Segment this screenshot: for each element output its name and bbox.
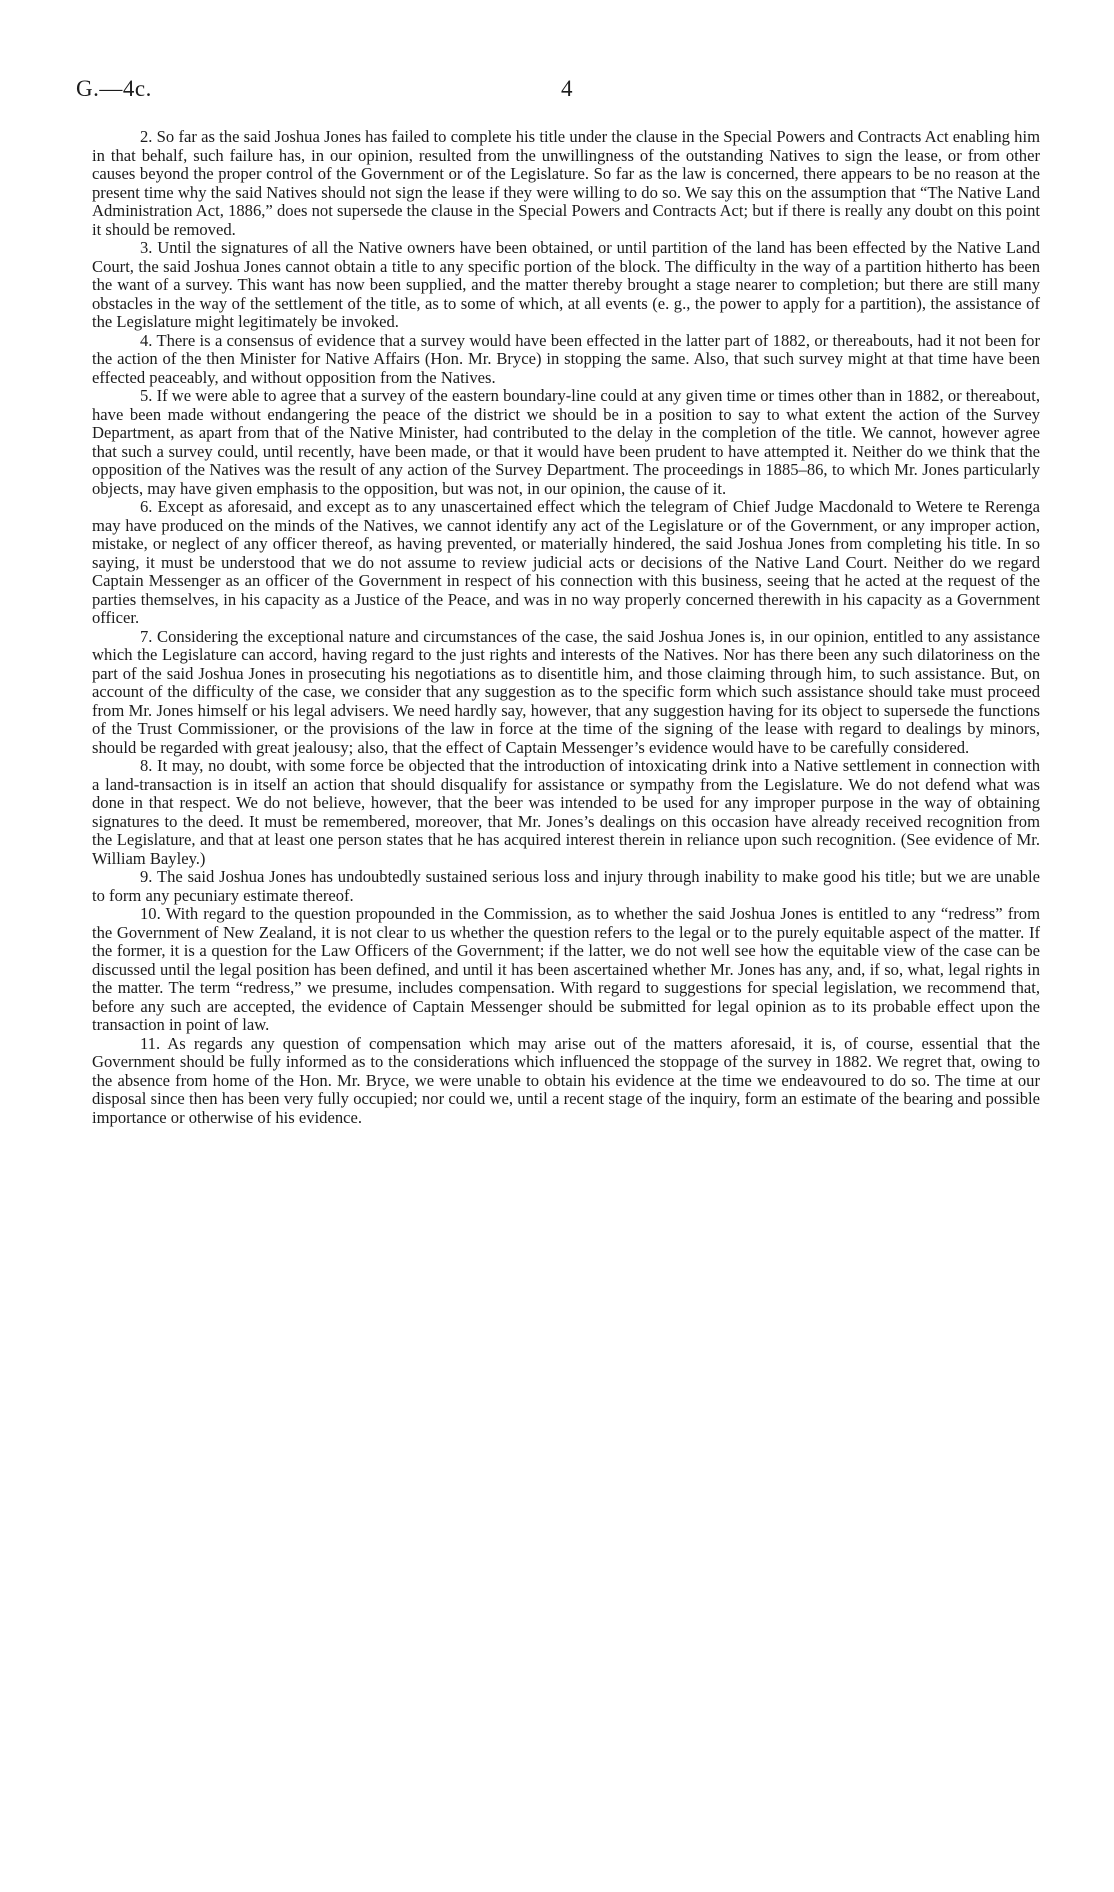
document-reference: G.—4c.	[76, 76, 152, 101]
paragraph-4: 4. There is a consensus of evidence that a survey would have been effected in the latter part of 1882, or thereabouts, had it not been for the action of the then Minister for Native Affairs (Hon. Mr. Bryce) in stopping the same. Also, that such survey might at that time have been effected peaceably, and without opposition from the Natives.	[92, 330, 1040, 387]
paragraph-8: 8. It may, no doubt, with some force be objected that the introduction of intoxicating drink into a Native settlement in connection with a land-transaction is in itself an action that should disqualify for assistance or sympathy from the Legislature. We do not defend what was done in that respect. We do not believe, however, that the beer was intended to be used for any improper purpose in the way of obtaining signatures to the deed. It must be remembered, moreover, that Mr. Jones’s dealings on this occasion have already received recognition from the Legislature, and that at least one person states that he has acquired interest therein in reliance upon such recognition. (See evidence of Mr. William Bayley.)	[92, 756, 1040, 868]
paragraph-7: 7. Considering the exceptional nature and circumstances of the case, the said Joshua Jones is, in our opinion, entitled to any assistance which the Legislature can accord, having regard to the just rights and interests of the Natives. Nor has there been any such dilatoriness on the part of the said Joshua Jones in prosecuting his negotiations as to disentitle him, and those claiming through him, to such assistance. But, on account of the difficulty of the case, we consider that any suggestion as to the specific form which such assistance should take must proceed from Mr. Jones himself or his legal advisers. We need hardly say, however, that any suggestion having for its object to supersede the functions of the Trust Commissioner, or the provisions of the law in force at the time of the signing of the lease with regard to dealings by minors, should be regarded with great jealousy; also, that the effect of Captain Messenger’s evidence would have to be carefully considered.	[92, 626, 1040, 757]
report-body	[92, 128, 1040, 1127]
paragraph-2: 2. So far as the said Joshua Jones has failed to complete his title under the clause in the Special Powers and Contracts Act enabling him in that behalf, such failure has, in our opinion, resulted from the unwillingness of the outstanding Natives to sign the lease, or from other causes beyond the proper control of the Government or of the Legislature. So far as the law is concerned, there appears to be no reason at the present time why the said Natives should not sign the lease if they were willing to do so. We say this on the assumption that “The Native Land Administration Act, 1886,” does not supersede the clause in the Special Powers and Contracts Act; but if there is really any doubt on this point it should be removed.	[92, 127, 1040, 239]
paragraph-6: 6. Except as aforesaid, and except as to any unascertained effect which the telegram of Chief Judge Macdonald to Wetere te Rerenga may have produced on the minds of the Natives, we cannot identify any act of the Legislature or of the Government, or any improper action, mistake, or neglect of any officer thereof, as having prevented, or materially hindered, the said Joshua Jones from completing his title. In so saying, it must be understood that we do not assume to review judicial acts or decisions of the Native Land Court. Neither do we regard Captain Messenger as an officer of the Government in respect of his connection with this business, seeing that he acted at the request of the parties themselves, in his capacity as a Justice of the Peace, and was in no way properly concerned therewith in his capacity as a Government officer.	[92, 497, 1040, 627]
paragraph-5: 5. If we were able to agree that a survey of the eastern boundary-line could at any given time or times other than in 1882, or thereabout, have been made without endangering the peace of the district we should be in a position to say to what extent the action of the Survey Department, as apart from that of the Native Minister, had contributed to the delay in the completion of the title. We cannot, however agree that such a survey could, until recently, have been made, or that it would have been prudent to have attempted it. Neither do we think that the opposition of the Natives was the result of any action of the Survey Department. The proceedings in 1885–86, to which Mr. Jones particularly objects, may have given emphasis to the opposition, but was not, in our opinion, the cause of it.	[92, 386, 1040, 498]
paragraph-10: 10. With regard to the question propounded in the Commission, as to whether the said Joshua Jones is entitled to any “redress” from the Government of New Zealand, it is not clear to us whether the question refers to the legal or to the purely equitable aspect of the matter. If the former, it is a question for the Law Officers of the Government; if the latter, we do not well see how the equitable view of the case can be discussed until the legal position has been defined, and until it has been ascertained whether Mr. Jones has any, and, if so, what, legal rights in the matter. The term “redress,” we presume, includes compensation. With regard to suggestions for special legislation, we recommend that, before any such are accepted, the evidence of Captain Messenger should be submitted for legal opinion as to its probable effect upon the transaction in point of law.	[92, 904, 1040, 1034]
page-number: 4	[561, 76, 573, 101]
paragraph-3: 3. Until the signatures of all the Native owners have been obtained, or until partition of the land has been effected by the Native Land Court, the said Joshua Jones cannot obtain a title to any specific portion of the block. The difficulty in the way of a partition hitherto has been the want of a survey. This want has now been supplied, and the matter thereby brought a stage nearer to completion; but there are still many obstacles in the way of the settlement of the title, as to some of which, at all events (e. g., the power to apply for a partition), the assistance of the Legislature might legitimately be invoked.	[92, 238, 1040, 331]
page-header	[76, 76, 1038, 106]
paragraph-11: 11. As regards any question of compensation which may arise out of the matters aforesaid, it is, of course, essential that the Government should be fully informed as to the considerations which influenced the stoppage of the survey in 1882. We regret that, owing to the absence from home of the Hon. Mr. Bryce, we were unable to obtain his evidence at the time we endeavoured to do so. The time at our disposal since then has been very fully occupied; nor could we, until a recent stage of the inquiry, form an estimate of the bearing and possible importance or otherwise of his evidence.	[92, 1033, 1040, 1127]
paragraph-9: 9. The said Joshua Jones has undoubtedly sustained serious loss and injury through inability to make good his title; but we are unable to form any pecuniary estimate thereof.	[92, 867, 1040, 905]
